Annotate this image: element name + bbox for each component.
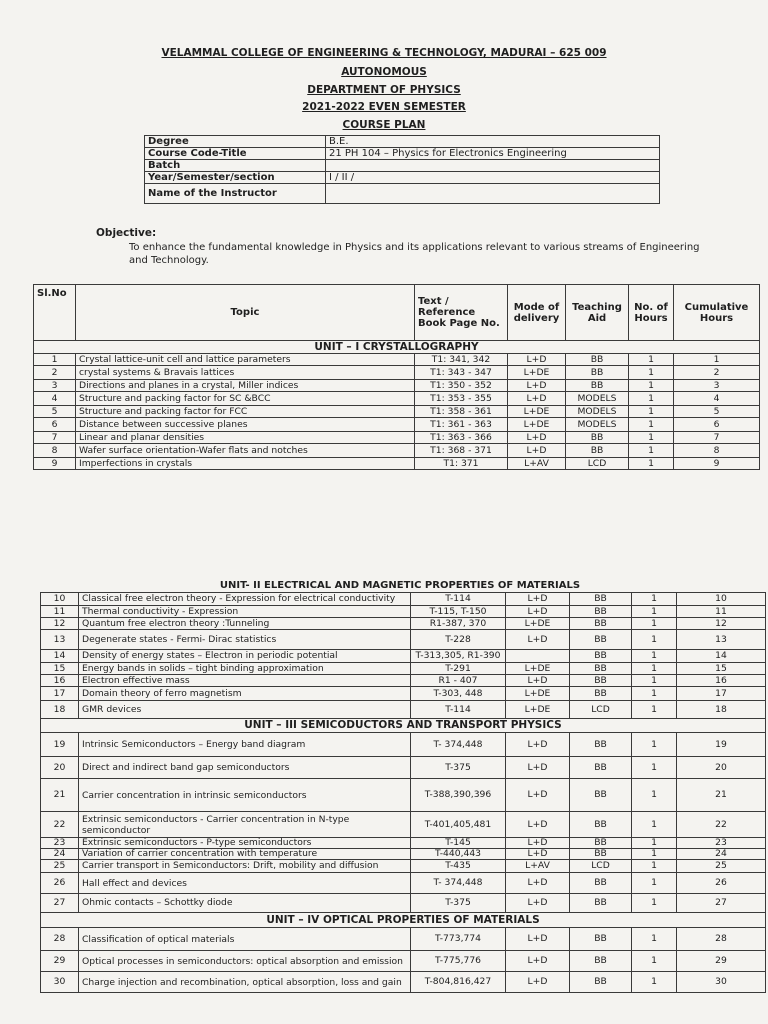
aid-cell: BB — [570, 951, 632, 972]
ref-cell: T-435 — [411, 860, 506, 873]
sl-cell: 29 — [41, 951, 79, 972]
cumulative-cell: 28 — [677, 928, 766, 951]
mode-cell: L+D — [506, 757, 570, 779]
sl-cell: 5 — [34, 406, 76, 418]
mode-cell: L+D — [506, 951, 570, 972]
sl-cell: 12 — [41, 618, 79, 630]
hours-cell: 1 — [632, 838, 677, 849]
mode-cell: L+AV — [506, 860, 570, 873]
hours-cell: 1 — [632, 663, 677, 675]
cumulative-cell: 26 — [677, 873, 766, 894]
sl-cell: 4 — [34, 392, 76, 406]
hours-cell: 1 — [632, 733, 677, 757]
topic-cell: Structure and packing factor for FCC — [76, 406, 415, 418]
aid-cell: BB — [570, 972, 632, 993]
sl-cell: 6 — [34, 418, 76, 432]
mode-cell: L+D — [506, 593, 570, 606]
topic-cell: Electron effective mass — [79, 675, 411, 687]
sl-cell: 13 — [41, 630, 79, 650]
cumulative-cell: 1 — [674, 354, 760, 366]
aid-cell: LCD — [566, 458, 629, 470]
aid-cell: BB — [570, 757, 632, 779]
aid-cell: BB — [570, 687, 632, 701]
col-hours: No. of Hours — [629, 285, 674, 341]
topic-cell: Density of energy states – Electron in periodic potential — [79, 650, 411, 663]
topic-cell: Hall effect and devices — [79, 873, 411, 894]
topic-cell: Classical free electron theory - Expression for electrical conductivity — [79, 593, 411, 606]
ref-cell: T-114 — [411, 701, 506, 719]
unit-title: UNIT – III SEMICODUCTORS AND TRANSPORT PHYSICS — [41, 719, 766, 733]
ref-cell: T1: 371 — [415, 458, 508, 470]
table-row — [41, 928, 766, 951]
aid-cell: BB — [570, 593, 632, 606]
hours-cell: 1 — [632, 593, 677, 606]
ref-cell: T-114 — [411, 593, 506, 606]
aid-cell: BB — [570, 675, 632, 687]
cumulative-cell: 7 — [674, 432, 760, 444]
aid-cell: BB — [570, 873, 632, 894]
sl-cell: 1 — [34, 354, 76, 366]
info-row — [145, 184, 660, 204]
table-row — [34, 392, 760, 406]
mode-cell: L+D — [506, 972, 570, 993]
cumulative-cell: 27 — [677, 894, 766, 913]
hours-cell: 1 — [632, 606, 677, 618]
cumulative-cell: 23 — [677, 838, 766, 849]
info-value: 21 PH 104 – Physics for Electronics Engineering — [326, 148, 660, 160]
aid-cell: BB — [570, 849, 632, 860]
topic-cell: Carrier transport in Semiconductors: Drift, mobility and diffusion — [79, 860, 411, 873]
sl-cell: 30 — [41, 972, 79, 993]
topic-cell: Crystal lattice-unit cell and lattice parameters — [76, 354, 415, 366]
table-row — [41, 650, 766, 663]
sl-cell: 3 — [34, 380, 76, 392]
hours-cell: 1 — [632, 951, 677, 972]
objective-heading: Objective: — [96, 227, 157, 239]
hours-cell: 1 — [632, 928, 677, 951]
hours-cell: 1 — [632, 812, 677, 838]
college-name: VELAMMAL COLLEGE OF ENGINEERING & TECHNOLOGY, MADURAI – 625 009 — [161, 47, 607, 59]
aid-cell: BB — [570, 630, 632, 650]
topic-cell: Carrier concentration in intrinsic semiconductors — [79, 779, 411, 812]
topic-cell: Energy bands in solids – tight binding approximation — [79, 663, 411, 675]
sl-cell: 21 — [41, 779, 79, 812]
info-value — [326, 160, 660, 172]
table-row — [34, 380, 760, 392]
hours-cell: 1 — [629, 366, 674, 380]
aid-cell: BB — [566, 432, 629, 444]
sl-cell: 22 — [41, 812, 79, 838]
aid-cell: BB — [570, 650, 632, 663]
ref-cell: T-804,816,427 — [411, 972, 506, 993]
topic-cell: Domain theory of ferro magnetism — [79, 687, 411, 701]
topic-cell: crystal systems & Bravais lattices — [76, 366, 415, 380]
col-aid: Teaching Aid — [566, 285, 629, 341]
topic-cell: Intrinsic Semiconductors – Energy band diagram — [79, 733, 411, 757]
ref-cell: T-115, T-150 — [411, 606, 506, 618]
table-row — [41, 663, 766, 675]
cumulative-cell: 14 — [677, 650, 766, 663]
sl-cell: 9 — [34, 458, 76, 470]
hours-cell: 1 — [632, 779, 677, 812]
table-row — [41, 701, 766, 719]
hours-cell: 1 — [632, 972, 677, 993]
aid-cell: LCD — [570, 701, 632, 719]
sl-cell: 17 — [41, 687, 79, 701]
info-value: I / II / — [326, 172, 660, 184]
col-ref: Text / Reference Book Page No. — [415, 285, 508, 341]
ref-cell: T1: 358 - 361 — [415, 406, 508, 418]
ref-cell: T-375 — [411, 894, 506, 913]
sl-cell: 24 — [41, 849, 79, 860]
unit-title: UNIT – IV OPTICAL PROPERTIES OF MATERIALS — [41, 913, 766, 928]
hours-cell: 1 — [632, 873, 677, 894]
info-label: Name of the Instructor — [145, 184, 326, 204]
ref-cell: T-228 — [411, 630, 506, 650]
cumulative-cell: 22 — [677, 812, 766, 838]
aid-cell: MODELS — [566, 406, 629, 418]
ref-cell: T1: 368 - 371 — [415, 444, 508, 458]
cumulative-cell: 30 — [677, 972, 766, 993]
course-plan-table-units2-4 — [40, 592, 766, 993]
info-row — [145, 160, 660, 172]
cumulative-cell: 12 — [677, 618, 766, 630]
cumulative-cell: 11 — [677, 606, 766, 618]
mode-cell: L+DE — [508, 366, 566, 380]
hours-cell: 1 — [629, 354, 674, 366]
hours-cell: 1 — [632, 618, 677, 630]
mode-cell: L+D — [506, 849, 570, 860]
table-row — [41, 733, 766, 757]
aid-cell: BB — [566, 380, 629, 392]
topic-cell: Imperfections in crystals — [76, 458, 415, 470]
ref-cell: R1 - 407 — [411, 675, 506, 687]
topic-cell: Optical processes in semiconductors: optical absorption and emission — [79, 951, 411, 972]
aid-cell: MODELS — [566, 392, 629, 406]
cumulative-cell: 24 — [677, 849, 766, 860]
ref-cell: T- 374,448 — [411, 733, 506, 757]
topic-cell: Variation of carrier concentration with temperature — [79, 849, 411, 860]
table-row — [34, 444, 760, 458]
ref-cell: T1: 361 - 363 — [415, 418, 508, 432]
sl-cell: 2 — [34, 366, 76, 380]
mode-cell: L+D — [506, 894, 570, 913]
aid-cell: BB — [570, 779, 632, 812]
hours-cell: 1 — [632, 650, 677, 663]
aid-cell: BB — [570, 812, 632, 838]
cumulative-cell: 20 — [677, 757, 766, 779]
mode-cell: L+D — [506, 812, 570, 838]
aid-cell: BB — [570, 606, 632, 618]
mode-cell: L+D — [506, 838, 570, 849]
table-row — [41, 894, 766, 913]
hours-cell: 1 — [632, 894, 677, 913]
table-row — [34, 354, 760, 366]
table-row — [41, 630, 766, 650]
topic-cell: Structure and packing factor for SC &BCC — [76, 392, 415, 406]
ref-cell: T-388,390,396 — [411, 779, 506, 812]
cumulative-cell: 9 — [674, 458, 760, 470]
mode-cell: L+DE — [506, 663, 570, 675]
table-row — [41, 779, 766, 812]
sl-cell: 7 — [34, 432, 76, 444]
mode-cell: L+D — [506, 630, 570, 650]
ref-cell: T1: 353 - 355 — [415, 392, 508, 406]
ref-cell: T-440,443 — [411, 849, 506, 860]
table-row — [34, 406, 760, 418]
aid-cell: BB — [566, 444, 629, 458]
mode-cell: L+D — [506, 928, 570, 951]
ref-cell: T- 374,448 — [411, 873, 506, 894]
hours-cell: 1 — [629, 380, 674, 392]
hours-cell: 1 — [629, 432, 674, 444]
ref-cell: T-375 — [411, 757, 506, 779]
cumulative-cell: 19 — [677, 733, 766, 757]
topic-cell: Wafer surface orientation-Wafer flats and notches — [76, 444, 415, 458]
table-row — [34, 366, 760, 380]
mode-cell: L+D — [506, 606, 570, 618]
sl-cell: 18 — [41, 701, 79, 719]
mode-cell: L+D — [506, 873, 570, 894]
info-row — [145, 148, 660, 160]
aid-cell: BB — [570, 663, 632, 675]
topic-cell: Directions and planes in a crystal, Miller indices — [76, 380, 415, 392]
table-row — [41, 618, 766, 630]
mode-cell: L+D — [508, 392, 566, 406]
table-row — [34, 458, 760, 470]
cumulative-cell: 18 — [677, 701, 766, 719]
cumulative-cell: 16 — [677, 675, 766, 687]
aid-cell: BB — [570, 618, 632, 630]
table-row — [34, 418, 760, 432]
hours-cell: 1 — [632, 701, 677, 719]
aid-cell: LCD — [570, 860, 632, 873]
sl-cell: 10 — [41, 593, 79, 606]
ref-cell: T-303, 448 — [411, 687, 506, 701]
mode-cell: L+DE — [508, 418, 566, 432]
aid-cell: BB — [566, 366, 629, 380]
hours-cell: 1 — [632, 860, 677, 873]
table-row — [41, 757, 766, 779]
mode-cell: L+D — [508, 354, 566, 366]
mode-cell: L+D — [506, 779, 570, 812]
sl-cell: 25 — [41, 860, 79, 873]
topic-cell: Charge injection and recombination, optical absorption, loss and gain — [79, 972, 411, 993]
info-value — [326, 184, 660, 204]
info-label: Batch — [145, 160, 326, 172]
info-value: B.E. — [326, 136, 660, 148]
col-cumulative: Cumulative Hours — [674, 285, 760, 341]
sl-cell: 23 — [41, 838, 79, 849]
hours-cell: 1 — [629, 406, 674, 418]
aid-cell: BB — [570, 838, 632, 849]
mode-cell: L+DE — [508, 406, 566, 418]
hours-cell: 1 — [632, 757, 677, 779]
aid-cell: BB — [570, 733, 632, 757]
cumulative-cell: 13 — [677, 630, 766, 650]
cumulative-cell: 8 — [674, 444, 760, 458]
ref-cell: T-291 — [411, 663, 506, 675]
mode-cell — [506, 650, 570, 663]
cumulative-cell: 10 — [677, 593, 766, 606]
aid-cell: BB — [570, 894, 632, 913]
unit-title: UNIT- II ELECTRICAL AND MAGNETIC PROPERTIES OF MATERIALS — [219, 580, 581, 591]
ref-cell: T-775,776 — [411, 951, 506, 972]
hours-cell: 1 — [632, 630, 677, 650]
topic-cell: Distance between successive planes — [76, 418, 415, 432]
table-row — [41, 972, 766, 993]
ref-cell: T1: 363 - 366 — [415, 432, 508, 444]
info-label: Degree — [145, 136, 326, 148]
aid-cell: BB — [570, 928, 632, 951]
document-title: COURSE PLAN — [342, 119, 426, 131]
topic-cell: Classification of optical materials — [79, 928, 411, 951]
sl-cell: 28 — [41, 928, 79, 951]
topic-cell: Extrinsic semiconductors - Carrier concentration in N-type semiconductor — [79, 812, 411, 838]
table-row — [41, 606, 766, 618]
cumulative-cell: 5 — [674, 406, 760, 418]
topic-cell: Extrinsic semiconductors - P-type semiconductors — [79, 838, 411, 849]
topic-cell: Degenerate states - Fermi- Dirac statistics — [79, 630, 411, 650]
ref-cell: R1-387, 370 — [411, 618, 506, 630]
sl-cell: 16 — [41, 675, 79, 687]
ref-cell: T-145 — [411, 838, 506, 849]
table-row — [41, 812, 766, 838]
sl-cell: 26 — [41, 873, 79, 894]
cumulative-cell: 29 — [677, 951, 766, 972]
cumulative-cell: 3 — [674, 380, 760, 392]
info-label: Year/Semester/section — [145, 172, 326, 184]
info-row — [145, 172, 660, 184]
aid-cell: MODELS — [566, 418, 629, 432]
mode-cell: L+DE — [506, 618, 570, 630]
sl-cell: 8 — [34, 444, 76, 458]
ref-cell: T1: 341, 342 — [415, 354, 508, 366]
col-sl: Sl.No — [34, 285, 76, 341]
table-row — [41, 860, 766, 873]
info-row — [145, 136, 660, 148]
cumulative-cell: 21 — [677, 779, 766, 812]
mode-cell: L+D — [508, 380, 566, 392]
table-row — [41, 593, 766, 606]
course-info-table — [144, 135, 660, 204]
cumulative-cell: 17 — [677, 687, 766, 701]
mode-cell: L+D — [508, 444, 566, 458]
sl-cell: 20 — [41, 757, 79, 779]
table-row — [41, 849, 766, 860]
objective-text: To enhance the fundamental knowledge in Physics and its applications relevant to various streams of Engineering and Technology. — [129, 242, 700, 266]
ref-cell: T-313,305, R1-390 — [411, 650, 506, 663]
info-label: Course Code-Title — [145, 148, 326, 160]
hours-cell: 1 — [629, 418, 674, 432]
mode-cell: L+DE — [506, 701, 570, 719]
topic-cell: Linear and planar densities — [76, 432, 415, 444]
cumulative-cell: 2 — [674, 366, 760, 380]
hours-cell: 1 — [629, 458, 674, 470]
ref-cell: T-773,774 — [411, 928, 506, 951]
col-topic: Topic — [76, 285, 415, 341]
mode-cell: L+D — [506, 675, 570, 687]
aid-cell: BB — [566, 354, 629, 366]
hours-cell: 1 — [629, 392, 674, 406]
topic-cell: GMR devices — [79, 701, 411, 719]
mode-cell: L+D — [508, 432, 566, 444]
sl-cell: 15 — [41, 663, 79, 675]
sl-cell: 19 — [41, 733, 79, 757]
semester-label: 2021-2022 EVEN SEMESTER — [302, 101, 466, 113]
cumulative-cell: 25 — [677, 860, 766, 873]
cumulative-cell: 15 — [677, 663, 766, 675]
topic-cell: Direct and indirect band gap semiconductors — [79, 757, 411, 779]
ref-cell: T1: 343 - 347 — [415, 366, 508, 380]
sl-cell: 14 — [41, 650, 79, 663]
cumulative-cell: 6 — [674, 418, 760, 432]
table-row — [41, 951, 766, 972]
hours-cell: 1 — [629, 444, 674, 458]
ref-cell: T-401,405,481 — [411, 812, 506, 838]
topic-cell: Ohmic contacts – Schottky diode — [79, 894, 411, 913]
hours-cell: 1 — [632, 675, 677, 687]
mode-cell: L+AV — [508, 458, 566, 470]
table-row — [41, 873, 766, 894]
table-row — [34, 432, 760, 444]
hours-cell: 1 — [632, 687, 677, 701]
table-row — [41, 675, 766, 687]
unit-title: UNIT – I CRYSTALLOGRAPHY — [34, 341, 760, 354]
cumulative-cell: 4 — [674, 392, 760, 406]
col-mode: Mode of delivery — [508, 285, 566, 341]
mode-cell: L+D — [506, 733, 570, 757]
department-name: DEPARTMENT OF PHYSICS — [307, 84, 461, 96]
mode-cell: L+DE — [506, 687, 570, 701]
sl-cell: 11 — [41, 606, 79, 618]
sl-cell: 27 — [41, 894, 79, 913]
topic-cell: Thermal conductivity - Expression — [79, 606, 411, 618]
ref-cell: T1: 350 - 352 — [415, 380, 508, 392]
autonomous-label: AUTONOMOUS — [341, 66, 427, 78]
course-plan-table-unit1 — [33, 284, 760, 470]
table-row — [41, 838, 766, 849]
topic-cell: Quantum free electron theory :Tunneling — [79, 618, 411, 630]
hours-cell: 1 — [632, 849, 677, 860]
table-row — [41, 687, 766, 701]
